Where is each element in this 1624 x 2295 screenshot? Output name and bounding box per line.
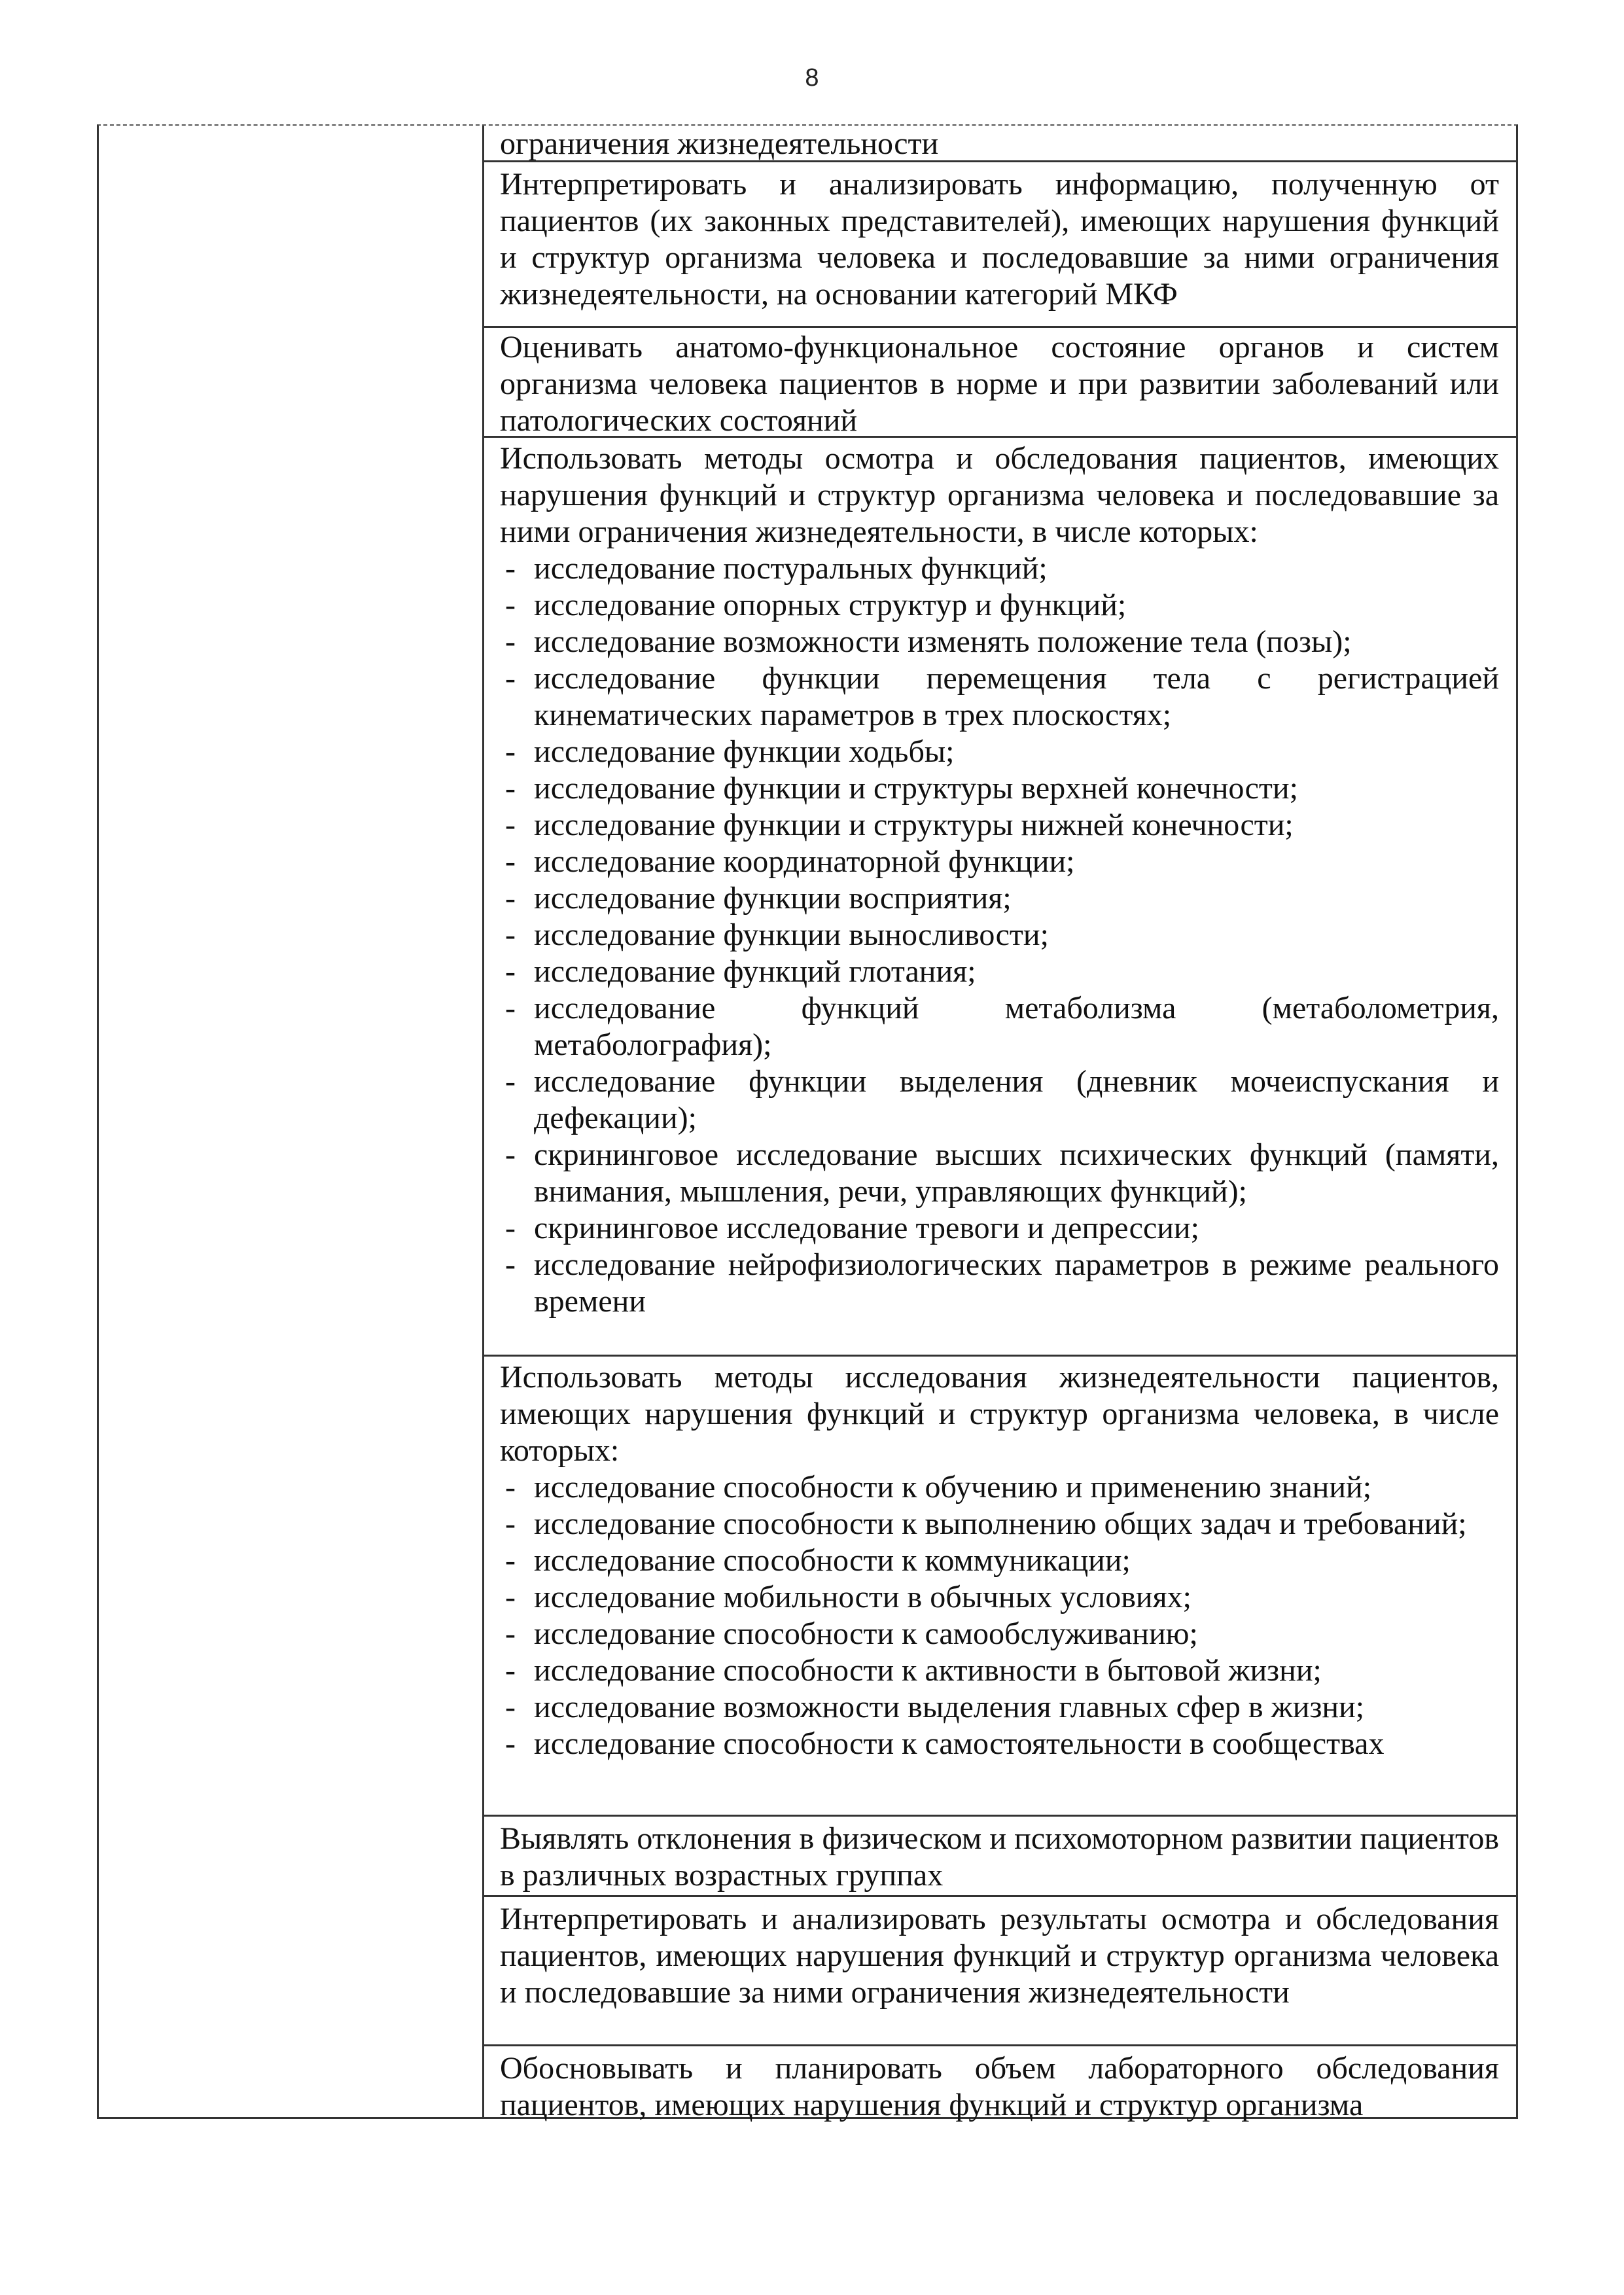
list-item: - исследование функции перемещения тела с регистрацией кинематических параметров в трех плоскостях; (500, 660, 1499, 734)
cell-text: Использовать методы осмотра и обследования пациентов, имеющих нарушения функций и структур организма человека и последовавшие за ними ограничения жизнедеятельности, в числе которых: (500, 441, 1499, 549)
list-item: - исследование способности к выполнению общих задач и требований; (500, 1506, 1499, 1542)
table-cell (484, 1357, 1516, 1817)
requirements-table (97, 124, 1518, 2122)
list-item: - исследование функции выносливости; (500, 917, 1499, 953)
cell-text: ограничения жизнедеятельности (500, 126, 939, 161)
cell-text: Выявлять отклонения в физическом и психомоторном развитии пациентов в различных возрастных группах (500, 1821, 1499, 1893)
cell-text: Обосновывать и планировать объем лабораторного обследования пациентов, имеющих нарушения функций и структур организма (500, 2051, 1499, 2122)
list-item: - исследование нейрофизиологических параметров в режиме реального времени (500, 1247, 1499, 1320)
bullet-list (500, 1469, 1499, 1762)
list-item: - исследование возможности изменять положение тела (позы); (500, 624, 1499, 660)
list-item: - исследование возможности выделения главных сфер в жизни; (500, 1689, 1499, 1726)
list-item: - скрининговое исследование высших психических функций (памяти, внимания, мышления, речи, управляющих функций); (500, 1137, 1499, 1210)
table-cell (484, 438, 1516, 1357)
table-cell (484, 2046, 1516, 2120)
page-number: 8 (805, 64, 819, 92)
list-item: - исследование функций метаболизма (метаболометрия, метабологрaфия); (500, 990, 1499, 1063)
table-cell (484, 126, 1516, 162)
list-item: - исследование способности к коммуникации; (500, 1542, 1499, 1579)
left-column-empty (99, 126, 484, 2117)
list-item: - исследование функции ходьбы; (500, 734, 1499, 770)
list-item: - исследование способности к активности в бытовой жизни; (500, 1652, 1499, 1689)
table-cell (484, 1817, 1516, 1897)
table-cell (484, 1897, 1516, 2046)
right-column (484, 126, 1516, 2120)
list-item: - исследование способности к обучению и применению знаний; (500, 1469, 1499, 1506)
list-item: - исследование функции и структуры нижней конечности; (500, 807, 1499, 844)
cell-text: Использовать методы исследования жизнедеятельности пациентов, имеющих нарушения функций и структур организма человека, в числе которых: (500, 1360, 1499, 1468)
cell-text: Интерпретировать и анализировать результаты осмотра и обследования пациентов, имеющих нарушения функций и структур организма человека и последовавшие за ними ограничения жизнедеятельности (500, 1902, 1499, 2010)
bullet-list (500, 550, 1499, 1320)
cell-text: Оценивать анатомо-функциональное состояние органов и систем организма человека пациентов в норме и при развитии заболеваний или патологических состояний (500, 330, 1499, 438)
cell-text: Интерпретировать и анализировать информацию, полученную от пациентов (их законных представителей), имеющих нарушения функций и структур организма человека и последовавшие за ними ограничения жизнедеятельности, на основании категорий МКФ (500, 167, 1499, 311)
list-item: - исследование способности к самообслуживанию; (500, 1616, 1499, 1652)
list-item: - исследование мобильности в обычных условиях; (500, 1579, 1499, 1616)
list-item: - исследование координаторной функции; (500, 844, 1499, 880)
list-item: - исследование функции выделения (дневник мочеиспускания и дефекации); (500, 1063, 1499, 1137)
list-item: - исследование функции восприятия; (500, 880, 1499, 917)
list-item: - скрининговое исследование тревоги и депрессии; (500, 1210, 1499, 1247)
list-item: - исследование способности к самостоятельности в сообществах (500, 1726, 1499, 1762)
list-item: - исследование постуральных функций; (500, 550, 1499, 587)
list-item: - исследование функций глотания; (500, 953, 1499, 990)
table-cell (484, 162, 1516, 328)
table-cell (484, 328, 1516, 438)
list-item: - исследование функции и структуры верхней конечности; (500, 770, 1499, 807)
list-item: - исследование опорных структур и функций; (500, 587, 1499, 624)
